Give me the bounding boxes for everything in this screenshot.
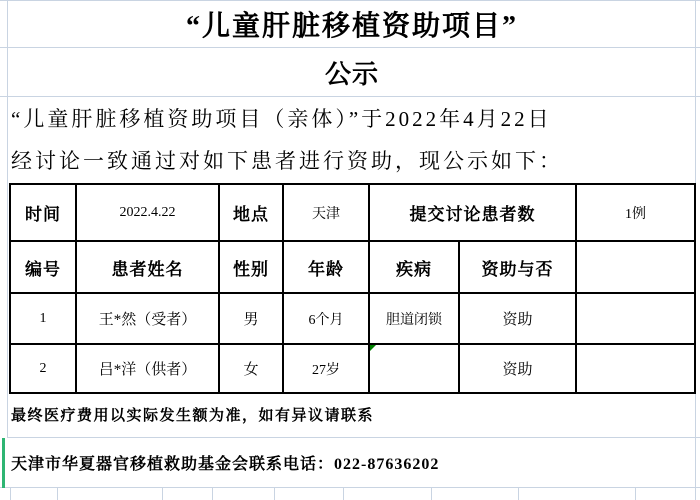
publicity-table	[9, 183, 696, 394]
gridline-stub-2	[57, 488, 58, 500]
selection-edge-indicator	[2, 438, 5, 488]
place-value-cell[interactable]: 天津	[283, 184, 369, 241]
gridline-stub-6	[343, 488, 344, 500]
row1-number-cell[interactable]: 1	[10, 293, 76, 344]
row2-gender-cell[interactable]: 女	[219, 344, 283, 393]
time-value-cell[interactable]: 2022.4.22	[76, 184, 219, 241]
gridline-stub-8	[518, 488, 519, 500]
row2-disease-cell[interactable]	[369, 344, 459, 393]
row1-empty-cell[interactable]	[576, 293, 695, 344]
intro-line-1: “儿童肝脏移植资助项目（亲体）”于2022年4月22日	[11, 107, 552, 131]
gridline-stub-5	[274, 488, 275, 500]
row1-age-cell[interactable]: 6个月	[283, 293, 369, 344]
header-gender[interactable]: 性别	[219, 241, 283, 293]
row1-disease-cell[interactable]: 胆道闭锁	[369, 293, 459, 344]
header-row	[10, 241, 695, 293]
row2-number-cell[interactable]: 2	[10, 344, 76, 393]
subtitle-cell[interactable]: 公示	[324, 59, 379, 89]
table-row	[10, 293, 695, 344]
meta-row	[10, 184, 695, 241]
time-label-cell[interactable]: 时间	[10, 184, 76, 241]
contact-cell[interactable]: 天津市华夏器官移植救助基金会联系电话：022-87636202	[11, 456, 440, 473]
gridline-stub-9	[635, 488, 636, 500]
row1-funded-cell[interactable]: 资助	[459, 293, 576, 344]
intro-cell[interactable]	[9, 97, 695, 183]
row2-funded-cell[interactable]: 资助	[459, 344, 576, 393]
gridline-stub-1	[10, 488, 11, 500]
header-age[interactable]: 年龄	[283, 241, 369, 293]
header-empty[interactable]	[576, 241, 695, 293]
header-funded[interactable]: 资助与否	[459, 241, 576, 293]
title-cell[interactable]: “儿童肝脏移植资助项目”	[185, 11, 518, 42]
row2-empty-cell[interactable]	[576, 344, 695, 393]
header-disease[interactable]: 疾病	[369, 241, 459, 293]
row1-patient-name-cell[interactable]: 王*然（受者）	[76, 293, 219, 344]
cell-error-triangle-icon	[370, 345, 376, 351]
gridline-under-contact	[0, 487, 700, 488]
place-label-cell[interactable]: 地点	[219, 184, 283, 241]
intro-line-2: 经讨论一致通过对如下患者进行资助，现公示如下：	[11, 149, 563, 173]
row2-patient-name-cell[interactable]: 吕*洋（供者）	[76, 344, 219, 393]
row1-gender-cell[interactable]: 男	[219, 293, 283, 344]
disclaimer-cell[interactable]: 最终医疗费用以实际发生额为准，如有异议请联系	[11, 408, 375, 424]
gridline-stub-7	[431, 488, 432, 500]
header-patient-name[interactable]: 患者姓名	[76, 241, 219, 293]
table-row	[10, 344, 695, 393]
submitted-value-cell[interactable]: 1例	[576, 184, 695, 241]
submitted-label-cell[interactable]: 提交讨论患者数	[369, 184, 576, 241]
gridline-stub-3	[162, 488, 163, 500]
gridline-stub-4	[212, 488, 213, 500]
row2-age-cell[interactable]: 27岁	[283, 344, 369, 393]
header-number[interactable]: 编号	[10, 241, 76, 293]
